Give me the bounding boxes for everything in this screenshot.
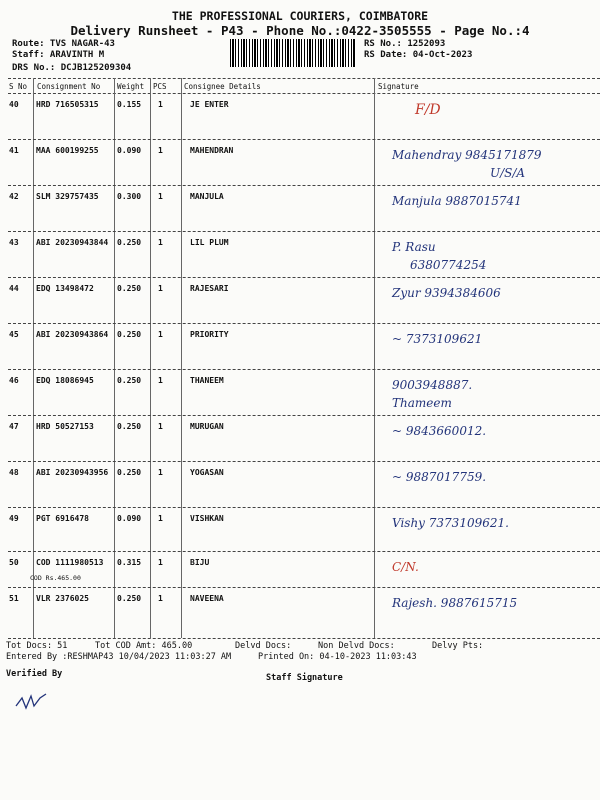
row-consignee: NAVEENA xyxy=(190,594,224,603)
row-pcs: 1 xyxy=(158,558,163,567)
rs-number: RS No.: 1252093 xyxy=(364,39,446,49)
route-label: Route: TVS NAGAR-43 xyxy=(12,39,115,49)
row-consignee: VISHKAN xyxy=(190,514,224,523)
row-signature: Zyur 9394384606 xyxy=(392,286,501,300)
row-weight: 0.250 xyxy=(117,238,142,247)
row-consignee: LIL PLUM xyxy=(190,238,229,247)
row-pcs: 1 xyxy=(158,422,163,431)
row-consignment-no: VLR 2376025 xyxy=(36,594,89,603)
row-consignment-no: ABI 20230943864 xyxy=(36,330,109,339)
row-pcs: 1 xyxy=(158,100,163,109)
row-rule xyxy=(8,231,600,232)
row-pcs: 1 xyxy=(158,514,163,523)
row-weight: 0.250 xyxy=(117,284,142,293)
row-consignee: MANJULA xyxy=(190,192,224,201)
barcode xyxy=(230,39,356,67)
row-sno: 49 xyxy=(9,514,19,523)
col-header-pcs: PCS xyxy=(153,82,167,91)
row-signature-extra: 6380774254 xyxy=(410,258,487,272)
table-top-rule xyxy=(8,78,600,79)
table-bottom-rule xyxy=(8,638,600,639)
row-consignment-no: ABI 20230943844 xyxy=(36,238,109,247)
printed-on: Printed On: 04-10-2023 11:03:43 xyxy=(258,652,417,662)
row-signature: F/D xyxy=(415,102,441,118)
row-signature: Manjula 9887015741 xyxy=(392,194,522,208)
row-weight: 0.250 xyxy=(117,422,142,431)
row-consignee: MURUGAN xyxy=(190,422,224,431)
row-rule xyxy=(8,323,600,324)
non-delivered-docs: Non Delvd Docs: xyxy=(318,641,395,651)
row-weight: 0.250 xyxy=(117,594,142,603)
staff-label: Staff: ARAVINTH M xyxy=(12,50,105,60)
entered-by: Entered By :RESHMAP43 10/04/2023 11:03:27 AM xyxy=(6,652,232,662)
row-rule xyxy=(8,277,600,278)
row-weight: 0.250 xyxy=(117,376,142,385)
row-consignment-no: EDQ 18086945 xyxy=(36,376,94,385)
row-rule xyxy=(8,587,600,588)
col-header-weight: Weight xyxy=(117,82,145,91)
verifier-signature xyxy=(14,686,48,712)
row-weight: 0.250 xyxy=(117,468,142,477)
row-signature: Mahendray 9845171879 xyxy=(392,148,542,162)
row-sno: 47 xyxy=(9,422,19,431)
row-sno: 48 xyxy=(9,468,19,477)
row-signature: ~ 9887017759. xyxy=(392,470,487,484)
col-header-consignment: Consignment No xyxy=(37,82,101,91)
row-consignment-no: COD 1111980513 xyxy=(36,558,104,567)
row-signature: Vishy 7373109621. xyxy=(392,516,509,530)
row-weight: 0.090 xyxy=(117,146,142,155)
row-consignee: YOGASAN xyxy=(190,468,224,477)
row-sno: 40 xyxy=(9,100,19,109)
row-signature-extra: Thameem xyxy=(392,396,452,410)
runsheet-subtitle: Delivery Runsheet - P43 - Phone No.:0422-3505555 - Page No.:4 xyxy=(70,23,530,38)
row-consignee: PRIORITY xyxy=(190,330,229,339)
col-header-sno: S No xyxy=(9,82,28,91)
row-consignee: THANEEM xyxy=(190,376,224,385)
row-consignment-no: ABI 20230943956 xyxy=(36,468,109,477)
row-consignment-no: EDQ 13498472 xyxy=(36,284,94,293)
row-sno: 44 xyxy=(9,284,19,293)
row-weight: 0.250 xyxy=(117,330,142,339)
row-pcs: 1 xyxy=(158,594,163,603)
delivery-points: Delvy Pts: xyxy=(432,641,484,651)
col-header-consignee: Consignee Details xyxy=(184,82,261,91)
row-rule xyxy=(8,415,600,416)
row-consignment-no: PGT 6916478 xyxy=(36,514,89,523)
row-sno: 45 xyxy=(9,330,19,339)
row-consignee: BIJU xyxy=(190,558,210,567)
row-consignee: MAHENDRAN xyxy=(190,146,234,155)
row-pcs: 1 xyxy=(158,238,163,247)
row-cod-note: COD Rs.465.00 xyxy=(30,574,81,582)
row-rule xyxy=(8,507,600,508)
row-consignment-no: MAA 600199255 xyxy=(36,146,99,155)
total-cod-amount: Tot COD Amt: 465.00 xyxy=(95,641,193,651)
row-rule xyxy=(8,369,600,370)
row-pcs: 1 xyxy=(158,376,163,385)
row-sno: 43 xyxy=(9,238,19,247)
row-rule xyxy=(8,551,600,552)
row-weight: 0.300 xyxy=(117,192,142,201)
row-signature: P. Rasu xyxy=(392,240,436,254)
row-consignment-no: SLM 329757435 xyxy=(36,192,99,201)
row-consignment-no: HRD 716505315 xyxy=(36,100,99,109)
row-weight: 0.155 xyxy=(117,100,142,109)
row-rule xyxy=(8,185,600,186)
row-sno: 50 xyxy=(9,558,19,567)
table-row xyxy=(0,512,600,556)
delivered-docs: Delvd Docs: xyxy=(235,641,292,651)
row-pcs: 1 xyxy=(158,468,163,477)
row-consignee: JE ENTER xyxy=(190,100,229,109)
row-signature: C/N. xyxy=(392,560,419,574)
row-sno: 41 xyxy=(9,146,19,155)
row-signature: 9003948887. xyxy=(392,378,473,392)
company-title: THE PROFESSIONAL COURIERS, COIMBATORE xyxy=(171,9,429,23)
row-sno: 51 xyxy=(9,594,19,603)
row-rule xyxy=(8,139,600,140)
rs-date: RS Date: 04-Oct-2023 xyxy=(364,50,473,60)
row-weight: 0.315 xyxy=(117,558,142,567)
verified-by-label: Verified By xyxy=(6,669,63,679)
total-docs: Tot Docs: 51 xyxy=(6,641,68,651)
row-signature: Rajesh. 9887615715 xyxy=(392,596,518,610)
row-pcs: 1 xyxy=(158,192,163,201)
row-pcs: 1 xyxy=(158,284,163,293)
header-rule xyxy=(8,93,600,94)
row-signature: ~ 9843660012. xyxy=(392,424,487,438)
row-sno: 46 xyxy=(9,376,19,385)
row-sno: 42 xyxy=(9,192,19,201)
row-signature: ~ 7373109621 xyxy=(392,332,483,346)
staff-signature-label: Staff Signature xyxy=(266,673,343,683)
drs-number: DRS No.: DCJB125209304 xyxy=(12,63,132,73)
row-pcs: 1 xyxy=(158,146,163,155)
row-rule xyxy=(8,461,600,462)
row-pcs: 1 xyxy=(158,330,163,339)
row-weight: 0.090 xyxy=(117,514,142,523)
row-consignee: RAJESARI xyxy=(190,284,229,293)
col-header-signature: Signature xyxy=(378,82,419,91)
row-signature-extra: U/S/A xyxy=(490,166,526,180)
row-consignment-no: HRD 50527153 xyxy=(36,422,94,431)
